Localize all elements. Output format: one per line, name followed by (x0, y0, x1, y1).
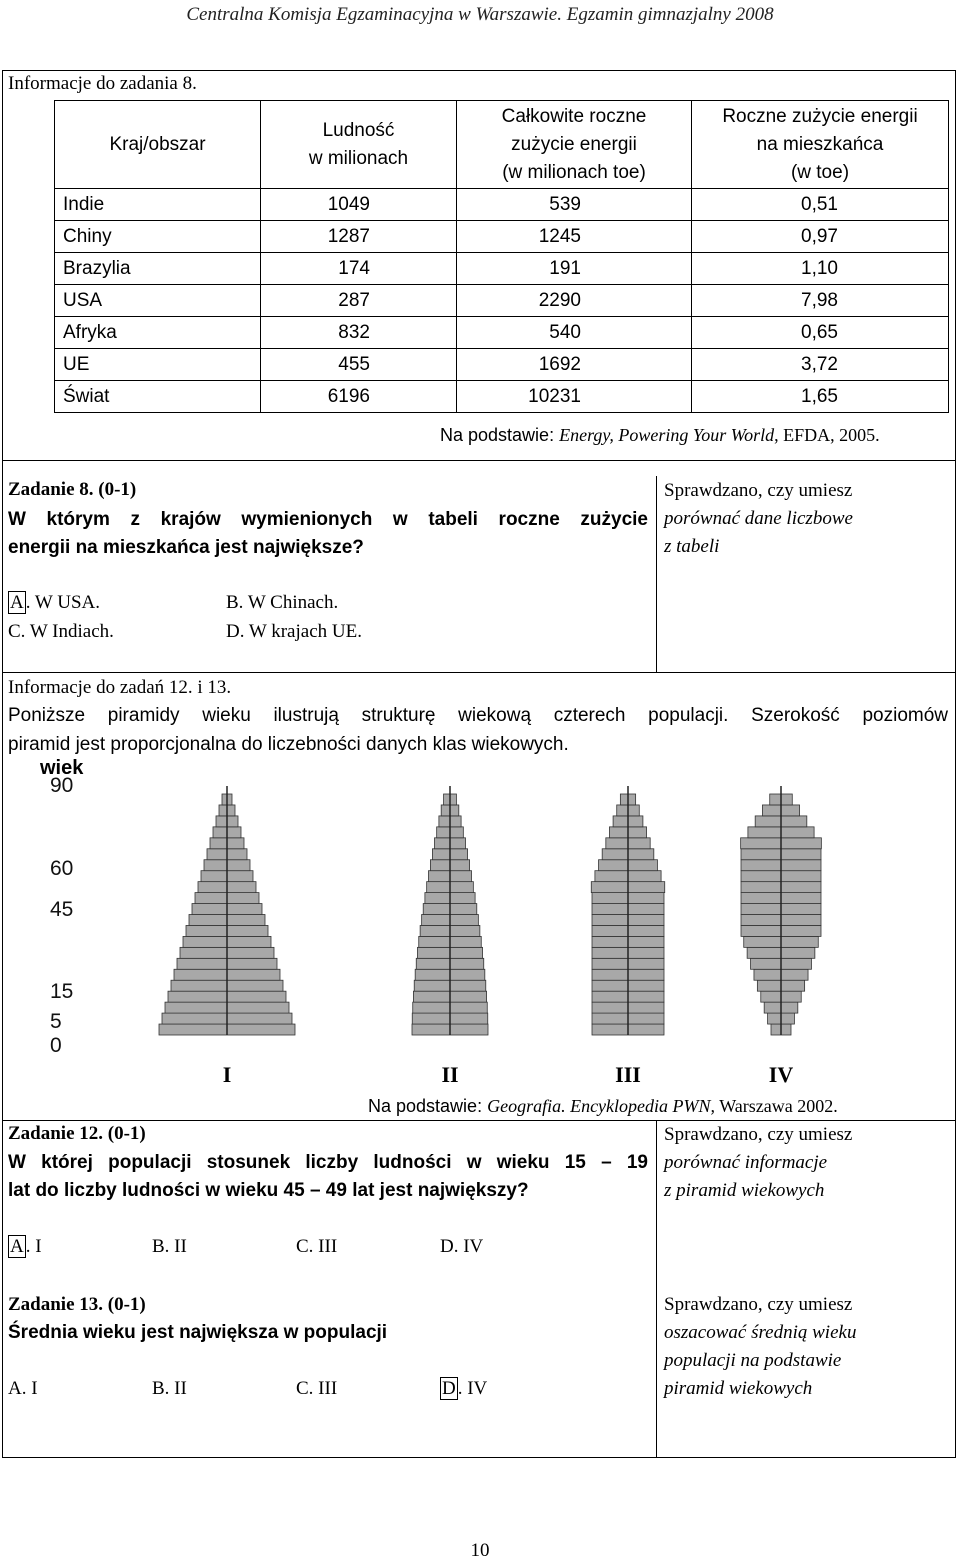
task-8-title: Zadanie 8. (0-1) (8, 479, 137, 500)
pyramid-label: IV (768, 1062, 794, 1087)
side-divider (656, 476, 657, 672)
table-row (55, 349, 949, 381)
table-row (55, 285, 949, 317)
pyramid-label: III (615, 1062, 641, 1087)
task-12-answer-c[interactable]: C. III (296, 1236, 338, 1257)
energy-table (54, 100, 949, 413)
axis-tick-label: 45 (50, 898, 74, 921)
task-12-title: Zadanie 12. (0-1) (8, 1123, 146, 1144)
task-13-skill-line3: piramid wiekowych (664, 1378, 813, 1399)
pyramid-label: I (222, 1062, 232, 1087)
table-cell-value: 0,97 (692, 221, 949, 253)
task-8-skill-title: Sprawdzano, czy umiesz (664, 480, 853, 501)
task-13-answer-d[interactable]: D . IV (442, 1378, 488, 1399)
task-12-answer-b[interactable]: B. II (152, 1236, 187, 1257)
page-number: 10 (470, 1540, 490, 1561)
table-cell-country: Brazylia (55, 253, 261, 285)
col-header-total-energy: Całkowite roczne zużycie energii (w milionach toe) (457, 101, 692, 189)
table-cell-country: Świat (55, 381, 261, 413)
page-header: Centralna Komisja Egzaminacyjna w Warszawie. Egzamin gimnazjalny 2008 (186, 4, 774, 25)
table-cell-value: 1,10 (692, 253, 949, 285)
table-cell-value: 6196 (261, 381, 457, 413)
axis-title: wiek (40, 757, 84, 779)
task-13-title: Zadanie 13. (0-1) (8, 1294, 146, 1315)
table-cell-country: UE (55, 349, 261, 381)
task-12-answer-d[interactable]: D. IV (440, 1236, 484, 1257)
task-13-answer-b[interactable]: B. II (152, 1378, 187, 1399)
task-8-answer-a[interactable]: A . W USA. (10, 592, 100, 613)
pyramid-label: II (441, 1062, 459, 1087)
task-13-answer-c[interactable]: C. III (296, 1378, 338, 1399)
task-13-answer-a[interactable]: A. I (8, 1378, 38, 1399)
table-row (55, 381, 949, 413)
task-12-question-line1: W której populacji stosunek liczby ludności w wieku 15 – 19 (8, 1152, 648, 1173)
table-cell-value: 191 (457, 253, 692, 285)
table-cell-country: USA (55, 285, 261, 317)
table-cell-country: Afryka (55, 317, 261, 349)
task-12-skill-line2: z piramid wiekowych (664, 1180, 825, 1201)
task-8-answer-b[interactable]: B. W Chinach. (226, 592, 339, 613)
table-cell-value: 1,65 (692, 381, 949, 413)
col-header-country: Kraj/obszar (55, 101, 261, 189)
table-cell-value: 1692 (457, 349, 692, 381)
population-pyramids (0, 752, 960, 1097)
table-row (55, 221, 949, 253)
task-13-question: Średnia wieku jest największa w populacji (8, 1322, 388, 1343)
table-cell-value: 540 (457, 317, 692, 349)
task-12-skill-title: Sprawdzano, czy umiesz (664, 1124, 853, 1145)
table-row (55, 317, 949, 349)
table-cell-value: 174 (261, 253, 457, 285)
task-13-skill-line1: oszacować średnią wieku (664, 1322, 857, 1343)
table-cell-value: 832 (261, 317, 457, 349)
table-row (55, 189, 949, 221)
task-8-question-line1: W którym z krajów wymienionych w tabeli roczne zużycie (8, 509, 648, 530)
table-cell-value: 3,72 (692, 349, 949, 381)
task-8-skill-line2: z tabeli (664, 536, 720, 557)
task-12-answer-a[interactable]: A . I (10, 1236, 42, 1257)
axis-tick-label: 60 (50, 857, 74, 880)
table-cell-value: 10231 (457, 381, 692, 413)
table-cell-value: 0,65 (692, 317, 949, 349)
table-cell-value: 1049 (261, 189, 457, 221)
side-divider (656, 1120, 657, 1458)
info-12-text-line2: piramid jest proporcjonalna do liczebności danych klas wiekowych. (8, 734, 569, 755)
table-cell-value: 455 (261, 349, 457, 381)
task-8-answer-d[interactable]: D. W krajach UE. (226, 621, 362, 642)
table-row (55, 253, 949, 285)
axis-tick-label: 90 (50, 774, 74, 797)
table-cell-value: 2290 (457, 285, 692, 317)
task-13-skill-title: Sprawdzano, czy umiesz (664, 1294, 853, 1315)
info-12-title: Informacje do zadań 12. i 13. (8, 677, 232, 698)
axis-tick-label: 15 (50, 980, 74, 1003)
task-8-question-line2: energii na mieszkańca jest największe? (8, 537, 364, 558)
col-header-per-capita: Roczne zużycie energii na mieszkańca (w toe) (692, 101, 949, 189)
divider (2, 460, 956, 461)
task-12-skill-line1: porównać informacje (664, 1152, 828, 1173)
task-8-answer-c[interactable]: C. W Indiach. (8, 621, 114, 642)
table-cell-value: 7,98 (692, 285, 949, 317)
table-cell-value: 0,51 (692, 189, 949, 221)
pyramid-source: Na podstawie: Geografia. Encyklopedia PWN, Warszawa 2002. (368, 1096, 838, 1116)
axis-tick-label: 0 (50, 1034, 62, 1057)
table-cell-country: Indie (55, 189, 261, 221)
table-cell-value: 1245 (457, 221, 692, 253)
table-source: Na podstawie: Energy, Powering Your World, EFDA, 2005. (440, 425, 880, 445)
divider (2, 1120, 956, 1121)
table-cell-country: Chiny (55, 221, 261, 253)
table-cell-value: 539 (457, 189, 692, 221)
col-header-population: Ludność w milionach (261, 101, 457, 189)
task-8-skill-line1: porównać dane liczbowe (664, 508, 853, 529)
task-13-skill-line2: populacji na podstawie (664, 1350, 842, 1371)
task-12-question-line2: lat do liczby ludności w wieku 45 – 49 lat jest największy? (8, 1180, 529, 1201)
axis-tick-label: 5 (50, 1010, 62, 1033)
table-cell-value: 287 (261, 285, 457, 317)
info-12-text-line1: Poniższe piramidy wieku ilustrują strukturę wiekową czterech populacji. Szerokość poziomów (8, 705, 948, 726)
table-cell-value: 1287 (261, 221, 457, 253)
info-8-title: Informacje do zadania 8. (8, 73, 197, 94)
divider (2, 672, 956, 673)
